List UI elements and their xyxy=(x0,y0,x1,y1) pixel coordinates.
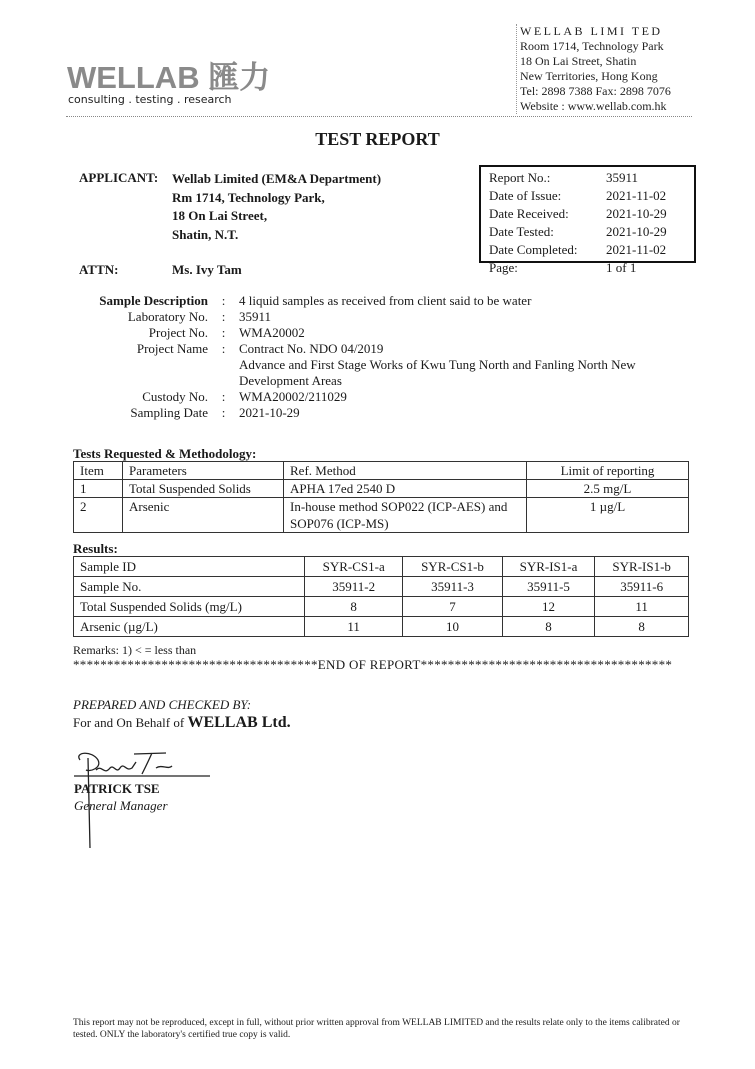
sample-label: Project No. xyxy=(148,325,208,340)
prepared-by-label: PREPARED AND CHECKED BY: xyxy=(73,697,252,712)
table-row xyxy=(74,480,689,498)
table-header-row xyxy=(74,462,689,480)
table-row xyxy=(74,617,689,637)
info-label: Date Received: xyxy=(489,206,569,221)
tests-table xyxy=(73,461,689,533)
applicant-line: Wellab Limited (EM&A Department) xyxy=(172,171,382,186)
table-cell: SYR-IS1-b xyxy=(595,557,689,577)
applicant-address xyxy=(172,170,381,244)
table-cell: 7 xyxy=(403,597,502,617)
table-cell: Total Suspended Solids xyxy=(123,480,284,498)
info-label: Date Completed: xyxy=(489,242,578,257)
sample-value: WMA20002/211029 xyxy=(239,389,347,404)
table-header: Item xyxy=(74,462,123,480)
header-divider xyxy=(66,116,692,117)
end-of-report: ************************************END OF REPORT************************************* xyxy=(73,657,673,672)
page-title: TEST REPORT xyxy=(315,129,440,149)
sample-label: Sample Description xyxy=(99,293,208,308)
info-value: 2021-11-02 xyxy=(606,188,667,203)
info-label: Date Tested: xyxy=(489,224,554,239)
logo-tagline: consulting . testing . research xyxy=(68,93,232,106)
sample-label: Laboratory No. xyxy=(127,309,208,324)
signatory-name: PATRICK TSE xyxy=(74,781,160,796)
signatory-title: General Manager xyxy=(74,798,168,813)
sample-details: Sample Description : 4 liquid samples as received from client said to be water Laboratory No. : 35911 Project No. : WMA20002 Project Name : Contract No. NDO 04/2019 Advance and First Stage Works of Kwu Tung North and Fanling North New Development Areas Custody No. : WMA20002/211029 Sampling Date : 2021-10-29 xyxy=(80,293,689,421)
table-cell: In-house method SOP022 (ICP-AES) and SOP076 (ICP-MS) xyxy=(284,498,527,533)
info-label: Date of Issue: xyxy=(489,188,562,203)
table-cell: Arsenic xyxy=(123,498,284,533)
table-cell: 35911-2 xyxy=(305,577,403,597)
table-cell: 2 xyxy=(74,498,123,533)
info-value: 2021-10-29 xyxy=(606,224,667,239)
footer-disclaimer: This report may not be reproduced, except in full, without prior written approval from WELLAB LIMITED and the results relate only to the items calibrated or tested. ONLY the laboratory's certified true copy is valid. xyxy=(73,1018,680,1040)
table-header: Parameters xyxy=(123,462,284,480)
contact-website: Website : www.wellab.com.hk xyxy=(520,99,667,113)
table-row xyxy=(74,597,689,617)
report-info-box xyxy=(479,165,696,263)
table-cell: 35911-6 xyxy=(595,577,689,597)
sample-label: Custody No. xyxy=(142,389,208,404)
info-label: Report No.: xyxy=(489,170,551,185)
table-row xyxy=(74,577,689,597)
behalf-company: WELLAB Ltd. xyxy=(187,714,291,731)
page-number xyxy=(489,260,636,276)
attn-label: ATTN: xyxy=(79,262,119,277)
table-cell: 1 xyxy=(74,480,123,498)
sample-value: 2021-10-29 xyxy=(239,405,300,420)
report-info-row xyxy=(489,223,694,241)
table-cell: 11 xyxy=(305,617,403,637)
table-row xyxy=(74,557,689,577)
company-address-block xyxy=(516,24,671,114)
page-label: Page: xyxy=(489,260,518,275)
table-cell: 11 xyxy=(595,597,689,617)
sample-label: Sampling Date xyxy=(130,405,208,420)
report-info-row xyxy=(489,241,694,259)
sample-value: Contract No. NDO 04/2019 xyxy=(239,341,384,356)
applicant-label: APPLICANT: xyxy=(79,170,159,185)
table-cell: 1 µg/L xyxy=(527,498,689,533)
sample-value: WMA20002 xyxy=(239,325,305,340)
table-cell: 8 xyxy=(595,617,689,637)
table-cell: 10 xyxy=(403,617,502,637)
applicant-line: Rm 1714, Technology Park, xyxy=(172,189,325,205)
table-cell: Sample ID xyxy=(74,557,305,577)
table-cell: Sample No. xyxy=(74,577,305,597)
info-value: 35911 xyxy=(606,170,639,185)
address-line: Room 1714, Technology Park xyxy=(520,39,664,53)
company-logo: WELLAB 匯力 xyxy=(67,60,271,95)
attn-value: Ms. Ivy Tam xyxy=(172,262,242,277)
table-cell: Arsenic (µg/L) xyxy=(74,617,305,637)
tests-section-title: Tests Requested & Methodology: xyxy=(73,446,257,461)
table-cell: 8 xyxy=(305,597,403,617)
results-section-title: Results: xyxy=(73,541,118,556)
table-cell: SYR-CS1-b xyxy=(403,557,502,577)
table-cell: APHA 17ed 2540 D xyxy=(284,480,527,498)
info-value: 2021-11-02 xyxy=(606,242,667,257)
page-value: 1 of 1 xyxy=(606,260,637,275)
table-header: Ref. Method xyxy=(284,462,527,480)
table-cell: SYR-IS1-a xyxy=(502,557,595,577)
results-table xyxy=(73,556,689,637)
report-info-row xyxy=(489,169,694,187)
on-behalf-line: For and On Behalf of WELLAB Ltd. xyxy=(73,714,291,731)
table-cell: Total Suspended Solids (mg/L) xyxy=(74,597,305,617)
table-cell: SYR-CS1-a xyxy=(305,557,403,577)
applicant-line: 18 On Lai Street, xyxy=(172,208,268,223)
sample-value: Advance and First Stage Works of Kwu Tung North and Fanling North New Development Areas xyxy=(239,357,636,388)
report-info-row xyxy=(489,187,694,205)
table-cell: 35911-3 xyxy=(403,577,502,597)
company-name: WELLAB LIMI TED xyxy=(520,24,663,38)
table-cell: 2.5 mg/L xyxy=(527,480,689,498)
sample-value: 35911 xyxy=(239,309,272,324)
table-header: Limit of reporting xyxy=(527,462,689,480)
sample-value: 4 liquid samples as received from client said to be water xyxy=(239,293,532,308)
table-row xyxy=(74,498,689,533)
report-info-row xyxy=(489,205,694,223)
table-cell: 12 xyxy=(502,597,595,617)
info-value: 2021-10-29 xyxy=(606,206,667,221)
contact-phone: Tel: 2898 7388 Fax: 2898 7076 xyxy=(520,84,671,98)
remarks: Remarks: 1) < = less than xyxy=(73,643,197,657)
table-cell: 35911-5 xyxy=(502,577,595,597)
sample-label: Project Name xyxy=(136,341,208,356)
table-cell: 8 xyxy=(502,617,595,637)
applicant-line: Shatin, N.T. xyxy=(172,226,239,242)
address-line: New Territories, Hong Kong xyxy=(520,69,658,83)
address-line: 18 On Lai Street, Shatin xyxy=(520,54,637,68)
